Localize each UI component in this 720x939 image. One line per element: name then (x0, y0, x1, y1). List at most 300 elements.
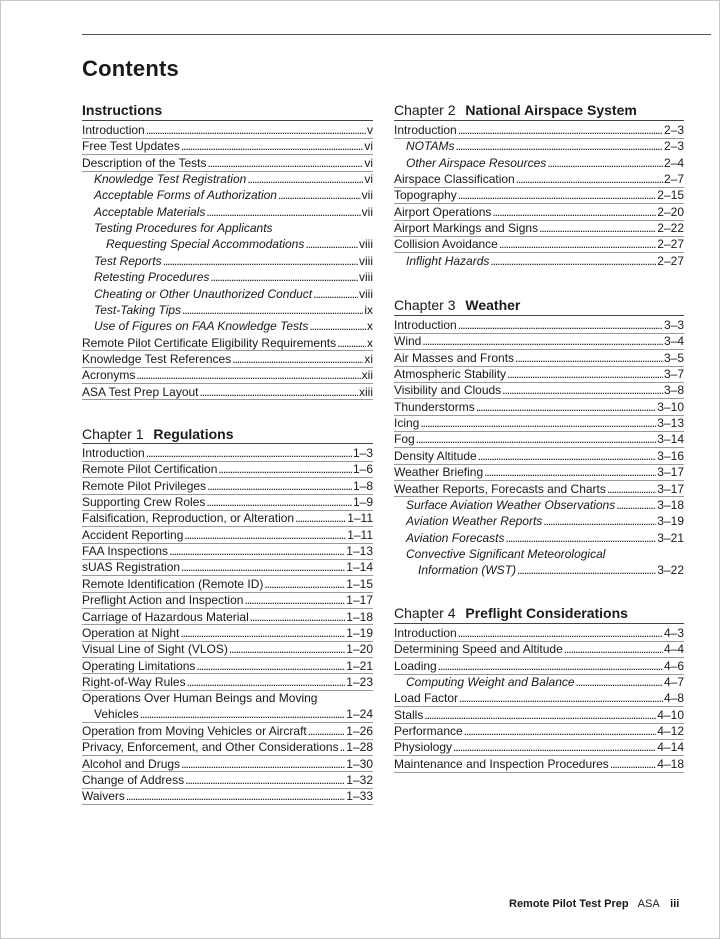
toc-entry-page: 1–19 (346, 625, 373, 640)
section-heading (394, 102, 637, 118)
row-divider (82, 399, 373, 400)
toc-entry[interactable] (82, 478, 373, 494)
dot-leader (187, 674, 346, 690)
toc-entry[interactable] (394, 464, 684, 480)
toc-entry-title: Remote Identification (Remote ID) (82, 576, 264, 591)
dot-leader (196, 658, 345, 674)
toc-entry[interactable] (406, 138, 684, 154)
toc-entry-title: Remote Pilot Certificate Eligibility Requirements (82, 335, 337, 350)
toc-entry[interactable] (394, 187, 684, 203)
toc-entry-title: Testing Procedures for Applicants (94, 221, 273, 236)
toc-entry-title: Computing Weight and Balance (406, 675, 575, 690)
toc-entry-title: Loading (394, 658, 437, 673)
toc-entry-page: 1–13 (346, 544, 373, 559)
dot-leader (146, 445, 352, 461)
toc-entry-page: 1–9 (352, 495, 373, 510)
toc-entry-page: 3–10 (657, 399, 684, 414)
dot-leader (181, 559, 345, 575)
toc-entry-page: 3–7 (663, 367, 684, 382)
dot-leader (146, 122, 366, 138)
toc-entry[interactable] (82, 756, 373, 772)
toc-entry-title: Wind (394, 334, 422, 349)
toc-entry-title-cont: Vehicles (94, 707, 139, 722)
dot-leader (140, 706, 346, 722)
toc-entry-title: Introduction (82, 446, 145, 460)
toc-entry[interactable] (394, 707, 684, 723)
toc-entry[interactable] (406, 155, 684, 171)
dot-leader (340, 739, 346, 755)
toc-entry[interactable] (394, 171, 684, 187)
dot-leader (264, 576, 345, 592)
section-rule (394, 623, 684, 624)
toc-entry-page: 3–16 (657, 448, 684, 463)
toc-entry-page: 1–30 (346, 756, 373, 771)
toc-entry-title: Convective Significant Meteorological (406, 546, 606, 561)
toc-entry-page: 2–3 (663, 139, 684, 154)
toc-entry-title: Inflight Hazards (406, 253, 490, 268)
dot-leader (295, 510, 346, 526)
toc-entry-title: Physiology (394, 740, 453, 755)
dot-leader (459, 690, 663, 706)
dot-leader (547, 155, 663, 171)
toc-entry-title: Operations Over Human Beings and Moving (82, 691, 318, 706)
toc-entry-title: Knowledge Test References (82, 351, 232, 366)
dot-leader (455, 138, 663, 154)
toc-entry-title: Surface Aviation Weather Observations (406, 497, 616, 512)
toc-entry-title: Preflight Action and Inspection (82, 593, 244, 608)
toc-entry[interactable] (394, 625, 684, 641)
toc-entry-title: Airport Markings and Signs (394, 221, 539, 236)
toc-entry-page: 1–23 (346, 674, 373, 689)
toc-entry[interactable] (82, 543, 373, 559)
dot-leader (416, 431, 657, 447)
footer-page-number: iii (670, 898, 680, 910)
dot-leader (180, 625, 345, 641)
section-heading (82, 426, 234, 442)
toc-entry-title: Weather Briefing (394, 465, 484, 480)
dot-leader (610, 756, 656, 772)
section-rule (82, 443, 373, 444)
toc-entry[interactable] (82, 674, 373, 690)
toc-entry[interactable] (406, 513, 684, 529)
toc-entry-page: 1–11 (347, 527, 373, 542)
dot-leader (517, 562, 656, 578)
toc-entry-title: Thunderstorms (394, 399, 475, 414)
dot-leader (453, 739, 656, 755)
row-divider (82, 804, 373, 805)
toc-entry[interactable] (82, 658, 373, 674)
dot-leader (278, 187, 361, 203)
toc-entry-title: Maintenance and Inspection Procedures (394, 756, 609, 771)
dot-leader (516, 171, 663, 187)
toc-entry[interactable] (94, 171, 373, 187)
toc-entry-title: Topography (394, 188, 457, 203)
toc-entry-page: 1–26 (346, 723, 373, 738)
toc-entry[interactable] (394, 204, 684, 220)
toc-entry-page: 4–18 (657, 756, 684, 771)
toc-entry-title: Load Factor (394, 691, 459, 706)
dot-leader (499, 236, 656, 252)
dot-leader (507, 366, 663, 382)
toc-entry-page: vi (364, 172, 373, 187)
toc-entry-title: Test Reports (94, 253, 162, 268)
toc-entry[interactable] (394, 333, 684, 349)
toc-entry-page: 1–24 (346, 707, 373, 722)
dot-leader (564, 641, 663, 657)
toc-entry[interactable] (94, 220, 373, 252)
toc-entry-page: xi (364, 351, 373, 366)
toc-entry-page: 1–14 (346, 560, 373, 575)
toc-entry-page: 3–17 (657, 481, 684, 496)
toc-entry-title: Operating Limitations (82, 658, 196, 673)
toc-entry-title: Acronyms (82, 368, 136, 383)
toc-entry[interactable] (394, 641, 684, 657)
toc-entry-title: Retesting Procedures (94, 270, 210, 285)
section-heading (82, 102, 162, 118)
toc-entry-page: vii (361, 188, 373, 203)
dot-leader (422, 333, 663, 349)
toc-entry-title: Atmospheric Stability (394, 367, 507, 382)
toc-entry-page: 1–21 (346, 658, 373, 673)
toc-entry-title: Visual Line of Sight (VLOS) (82, 642, 228, 657)
toc-entry-title: Test-Taking Tips (94, 302, 182, 317)
dot-leader (200, 384, 358, 400)
dot-leader (458, 317, 663, 333)
toc-entry-title: Airspace Classification (394, 172, 515, 187)
dot-leader (337, 335, 366, 351)
toc-entry-page: 3–5 (663, 350, 684, 365)
toc-entry-title: Remote Pilot Certification (82, 462, 218, 477)
chapter-label: Chapter 2 (394, 102, 460, 118)
toc-entry[interactable] (82, 494, 373, 510)
toc-entry-title: Operation from Moving Vehicles or Aircraft (82, 723, 307, 738)
toc-entry-page: xiii (359, 384, 373, 399)
toc-entry-title: Aviation Forecasts (406, 530, 505, 545)
toc-entry[interactable] (82, 445, 373, 461)
toc-entry[interactable] (394, 236, 684, 252)
dot-leader (492, 204, 656, 220)
toc-entry[interactable] (394, 739, 684, 755)
toc-entry-page: 1–8 (352, 478, 373, 493)
toc-entry[interactable] (82, 351, 373, 367)
section-rule (394, 315, 684, 316)
toc-entry[interactable] (82, 527, 373, 543)
toc-entry[interactable] (394, 481, 684, 497)
toc-entry-title: sUAS Registration (82, 560, 181, 575)
toc-entry-page: 1–33 (346, 789, 373, 804)
toc-entry[interactable] (94, 187, 373, 203)
dot-leader (185, 772, 345, 788)
section-title: Regulations (153, 426, 234, 442)
toc-entry-title: NOTAMs (406, 139, 455, 154)
toc-entry-page: 1–28 (346, 740, 373, 755)
toc-entry-page: viii (359, 286, 373, 301)
toc-entry[interactable] (394, 366, 684, 382)
toc-entry-title: Air Masses and Fronts (394, 350, 515, 365)
toc-entry-page: 3–13 (657, 416, 684, 431)
section-title: Instructions (82, 102, 163, 118)
toc-entry-page: 4–7 (663, 675, 684, 690)
chapter-label: Chapter 1 (82, 426, 148, 442)
dot-leader (206, 204, 360, 220)
toc-entry[interactable] (394, 317, 684, 333)
toc-entry[interactable] (406, 530, 684, 546)
toc-entry-title: Density Altitude (394, 448, 477, 463)
dot-leader (136, 367, 360, 383)
toc-entry-page: vi (364, 139, 373, 154)
toc-entry-title: Privacy, Enforcement, and Other Considerations (82, 740, 339, 755)
toc-entry-page: 3–21 (657, 530, 684, 545)
dot-leader (607, 481, 656, 497)
toc-entry-page: 1–17 (346, 593, 373, 608)
toc-entry[interactable] (406, 253, 684, 269)
toc-entry[interactable] (82, 739, 373, 755)
toc-entry[interactable] (82, 122, 373, 138)
row-divider (394, 772, 684, 773)
dot-leader (484, 464, 656, 480)
toc-entry-title: Free Test Updates (82, 139, 180, 154)
dot-leader (464, 723, 657, 739)
toc-entry-title: Introduction (82, 123, 145, 137)
page-footer (509, 898, 679, 910)
toc-entry-title: Supporting Crew Roles (82, 495, 206, 510)
dot-leader (308, 723, 346, 739)
toc-entry-page: 1–18 (346, 609, 373, 624)
dot-leader (232, 351, 363, 367)
section-title: Preflight Considerations (465, 605, 628, 621)
toc-entry-page: 2–22 (657, 221, 684, 236)
section-title: Weather (465, 297, 521, 313)
toc-entry-page: vi (364, 155, 373, 170)
toc-entry-title: Waivers (82, 789, 125, 804)
toc-entry-title: Introduction (394, 626, 457, 640)
toc-entry-title: Falsification, Reproduction, or Alteration (82, 511, 295, 526)
toc-entry[interactable] (82, 461, 373, 477)
toc-entry-page: 1–3 (352, 446, 373, 460)
toc-entry[interactable] (394, 431, 684, 447)
toc-entry-title: Stalls (394, 707, 424, 722)
section-rule (82, 120, 373, 121)
toc-entry-page: 1–15 (346, 576, 373, 591)
toc-entry[interactable] (82, 788, 373, 804)
dot-leader (539, 220, 656, 236)
dot-leader (305, 236, 358, 252)
dot-leader (438, 658, 663, 674)
toc-entry-page: 2–3 (663, 123, 684, 137)
toc-entry-page: 4–6 (663, 658, 684, 673)
toc-entry-title: Operation at Night (82, 625, 180, 640)
toc-entry-page: xii (361, 368, 373, 383)
toc-entry-title: Acceptable Forms of Authorization (94, 188, 277, 203)
toc-entry[interactable] (82, 138, 373, 154)
toc-entry-title: Carriage of Hazardous Material (82, 609, 249, 624)
toc-entry-title: Use of Figures on FAA Knowledge Tests (94, 319, 309, 334)
toc-entry-title: Accident Reporting (82, 527, 184, 542)
dot-leader (184, 527, 346, 543)
toc-entry[interactable] (394, 220, 684, 236)
toc-entry-page: 3–22 (657, 562, 684, 577)
toc-entry-title: Aviation Weather Reports (406, 514, 543, 529)
dot-leader (478, 448, 657, 464)
dot-leader (458, 122, 663, 138)
toc-entry[interactable] (94, 204, 373, 220)
toc-entry[interactable] (82, 625, 373, 641)
dot-leader (616, 497, 656, 513)
toc-entry-title: Right-of-Way Rules (82, 674, 186, 689)
toc-entry-page: 2–27 (657, 237, 684, 252)
toc-entry[interactable] (394, 415, 684, 431)
toc-entry[interactable] (82, 723, 373, 739)
toc-entry-title: Fog (394, 432, 415, 447)
toc-entry[interactable] (94, 286, 373, 302)
dot-leader (182, 302, 363, 318)
toc-entry[interactable] (82, 592, 373, 608)
dot-leader (206, 494, 352, 510)
toc-entry-page: ix (364, 302, 373, 317)
dot-leader (506, 530, 657, 546)
toc-entry-page: 4–8 (663, 691, 684, 706)
toc-entry[interactable] (406, 546, 684, 578)
toc-entry[interactable] (94, 269, 373, 285)
dot-leader (424, 707, 656, 723)
toc-entry-page: 3–19 (657, 514, 684, 529)
top-rule (82, 34, 711, 35)
dot-leader (543, 513, 656, 529)
dot-leader (476, 399, 657, 415)
toc-entry-page: 3–8 (663, 383, 684, 398)
chapter-label: Chapter 3 (394, 297, 460, 313)
toc-entry-page: vii (361, 204, 373, 219)
toc-entry-page: 2–7 (663, 172, 684, 187)
dot-leader (207, 478, 352, 494)
toc-entry[interactable] (82, 155, 373, 171)
toc-entry[interactable] (406, 497, 684, 513)
toc-entry[interactable] (394, 723, 684, 739)
toc-entry-page: x (367, 319, 373, 334)
toc-entry[interactable] (94, 302, 373, 318)
dot-leader (576, 674, 663, 690)
toc-entry-title: Collision Avoidance (394, 237, 498, 252)
toc-entry[interactable] (82, 559, 373, 575)
toc-entry-title: Introduction (394, 318, 457, 332)
toc-entry-title: Airport Operations (394, 204, 492, 219)
toc-entry-page: 3–18 (657, 497, 684, 512)
dot-leader (244, 592, 345, 608)
toc-entry-title: ASA Test Prep Layout (82, 384, 199, 399)
dot-leader (169, 543, 345, 559)
toc-entry-title: Other Airspace Resources (406, 155, 547, 170)
toc-entry-title: Remote Pilot Privileges (82, 478, 207, 493)
toc-entry[interactable] (406, 674, 684, 690)
toc-entry-page: 4–3 (663, 626, 684, 640)
toc-entry-title: Knowledge Test Registration (94, 172, 247, 187)
toc-entry-page: 3–3 (663, 318, 684, 332)
dot-leader (208, 155, 364, 171)
toc-entry-title: Introduction (394, 123, 457, 137)
toc-entry-page: 3–14 (657, 432, 684, 447)
toc-entry[interactable] (82, 641, 373, 657)
toc-entry[interactable] (82, 609, 373, 625)
toc-entry-page: 3–4 (663, 334, 684, 349)
toc-entry-page: 1–20 (346, 642, 373, 657)
toc-entry-title: Determining Speed and Altitude (394, 642, 563, 657)
toc-entry[interactable] (394, 350, 684, 366)
toc-entry-title: Icing (394, 416, 420, 431)
toc-entry-page: 2–4 (663, 155, 684, 170)
dot-leader (490, 253, 656, 269)
toc-entry-page: viii (359, 270, 373, 285)
toc-entry-page: 4–10 (657, 707, 684, 722)
toc-entry-page: viii (359, 237, 373, 252)
toc-entry[interactable] (394, 399, 684, 415)
section-rule (394, 120, 684, 121)
dot-leader (502, 382, 663, 398)
dot-leader (229, 641, 345, 657)
toc-entry[interactable] (82, 772, 373, 788)
toc-entry[interactable] (82, 335, 373, 351)
toc-entry-title: Alcohol and Drugs (82, 756, 181, 771)
toc-entry-page: 2–15 (657, 188, 684, 203)
toc-entry[interactable] (82, 510, 373, 526)
dot-leader (458, 625, 663, 641)
dot-leader (181, 756, 345, 772)
toc-entry-page: 2–27 (657, 253, 684, 268)
toc-entry[interactable] (394, 122, 684, 138)
toc-entry-title: Performance (394, 724, 463, 739)
toc-entry-page: v (367, 123, 373, 137)
toc-entry-title: Acceptable Materials (94, 204, 206, 219)
dot-leader (250, 609, 346, 625)
toc-entry-title-cont: Requesting Special Accommodations (106, 237, 305, 252)
toc-entry-page: viii (359, 253, 373, 268)
toc-entry-title: Visibility and Clouds (394, 383, 502, 398)
toc-entry[interactable] (394, 448, 684, 464)
toc-entry-title: FAA Inspections (82, 544, 169, 559)
toc-entry-title-cont: Information (WST) (418, 562, 517, 577)
toc-entry[interactable] (394, 382, 684, 398)
page-title: Contents (82, 56, 179, 81)
footer-book-title: Remote Pilot Test Prep (509, 898, 629, 910)
toc-entry-page: 1–32 (346, 773, 373, 787)
dot-leader (163, 253, 358, 269)
toc-entry[interactable] (94, 253, 373, 269)
toc-entry[interactable] (82, 690, 373, 722)
dot-leader (181, 138, 364, 154)
section-title: National Airspace System (465, 102, 637, 118)
toc-entry-page: 2–20 (657, 204, 684, 219)
dot-leader (313, 286, 358, 302)
toc-entry[interactable] (394, 690, 684, 706)
toc-entry[interactable] (82, 367, 373, 383)
toc-entry-title: Weather Reports, Forecasts and Charts (394, 481, 606, 496)
toc-entry-page: 4–12 (657, 724, 684, 739)
dot-leader (210, 269, 358, 285)
dot-leader (126, 788, 345, 804)
dot-leader (247, 171, 363, 187)
dot-leader (309, 318, 366, 334)
toc-entry-title: Change of Address (82, 773, 185, 787)
dot-leader (458, 187, 657, 203)
toc-entry[interactable] (394, 756, 684, 772)
section-heading (394, 297, 520, 313)
dot-leader (218, 461, 352, 477)
toc-entry[interactable] (82, 576, 373, 592)
toc-entry-page: 4–4 (663, 642, 684, 657)
toc-entry[interactable] (394, 658, 684, 674)
chapter-label: Chapter 4 (394, 605, 460, 621)
toc-entry[interactable] (82, 384, 373, 400)
toc-entry[interactable] (94, 318, 373, 334)
